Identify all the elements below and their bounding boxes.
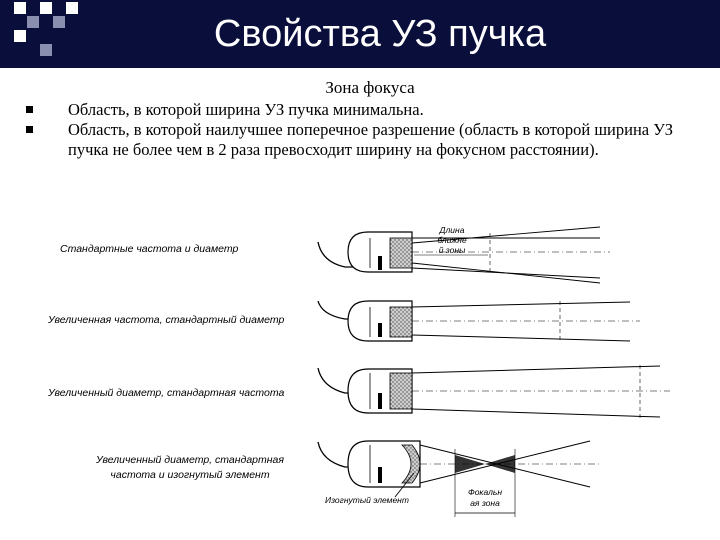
focal-zone-label: ая зона [470,498,500,508]
row-label: Увеличенный диаметр, стандартная [96,454,284,466]
row-label: Увеличенная частота, стандартный диаметр [48,314,285,326]
bullet-text: Область, в которой наилучшее поперечное разрешение (область в которой ширина УЗ пучка не более чем в 2 раза превосходит ширину на фокусном расстоянии). [68,120,673,159]
focal-zone-label: Фокальн [467,487,503,497]
row-label: Увеличенный диаметр, стандартная частота [48,387,285,399]
square-bullet-icon [26,106,33,113]
row-label: частота и изогнутый элемент [110,469,270,481]
near-zone-label: ближне [437,235,467,245]
bullet-list [18,100,708,160]
section-subtitle: Зона фокуса [325,78,415,97]
transducer-large-diameter [318,368,412,413]
curved-element-label: Изогнутый элемент [325,495,409,505]
beam-diagram [0,205,720,540]
transducer-high-frequency [318,301,412,341]
near-zone-label: Длина [439,225,465,235]
title-bar [0,0,720,68]
square-bullet-icon [26,126,33,133]
bullet-item [18,100,708,120]
bullet-text: Область, в которой ширина УЗ пучка минимальна. [68,100,424,119]
transducer-standard [318,232,412,272]
near-zone-label: й зоны [438,245,466,255]
slide-title: Свойства УЗ пучка [213,13,547,55]
bullet-item [18,120,708,160]
row-label: Стандартные частота и диаметр [60,243,239,255]
transducer-curved-element [318,441,420,487]
